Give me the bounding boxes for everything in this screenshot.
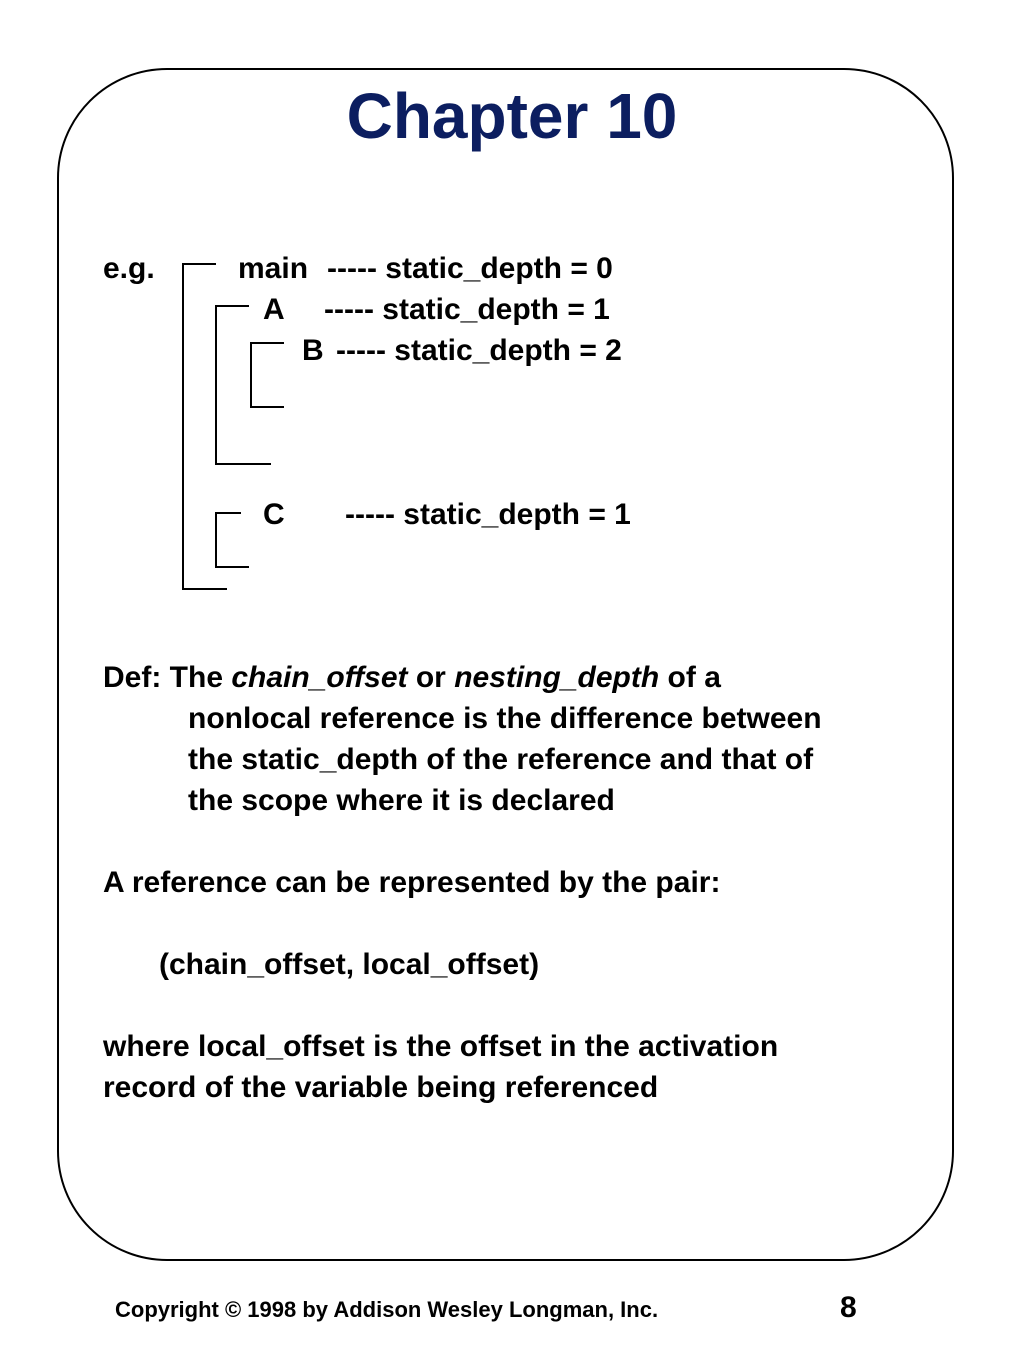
c-bracket-top: [215, 512, 241, 514]
c-depth: ----- static_depth = 1: [345, 498, 631, 531]
c-label: C: [263, 498, 285, 531]
definition-suffix: of a: [659, 661, 721, 694]
c-bracket-bottom: [215, 566, 249, 568]
definition-prefix: Def: The: [103, 661, 232, 694]
a-bracket-bottom: [215, 463, 271, 465]
definition-line-2: nonlocal reference is the difference between: [188, 702, 822, 735]
a-bracket-side: [215, 305, 217, 465]
example-label: e.g.: [103, 252, 155, 285]
pair-intro: A reference can be represented by the pair:: [103, 866, 721, 899]
page-number: 8: [840, 1291, 857, 1324]
main-bracket-top: [182, 263, 216, 265]
c-bracket-side: [215, 512, 217, 568]
a-label: A: [263, 293, 285, 326]
a-bracket-top: [215, 305, 249, 307]
slide-title: Chapter 10: [346, 80, 678, 152]
term-chain-offset: chain_offset: [231, 661, 408, 694]
where-line-2: record of the variable being referenced: [103, 1071, 659, 1104]
b-label: B: [302, 334, 324, 367]
b-bracket-bottom: [250, 406, 284, 408]
b-bracket-side: [250, 342, 252, 408]
pair-text: (chain_offset, local_offset): [159, 948, 540, 981]
definition-line-1: [103, 660, 721, 696]
main-bracket-side: [182, 263, 184, 590]
b-bracket-top: [250, 342, 284, 344]
b-depth: ----- static_depth = 2: [336, 334, 622, 367]
copyright-footer: Copyright © 1998 by Addison Wesley Longman, Inc.: [115, 1297, 659, 1322]
main-label: main: [238, 252, 309, 285]
where-line-1: where local_offset is the offset in the activation: [103, 1030, 779, 1063]
a-depth: ----- static_depth = 1: [324, 293, 610, 326]
term-nesting-depth: nesting_depth: [454, 661, 660, 694]
definition-line-3: the static_depth of the reference and that of: [188, 743, 814, 776]
definition-line-4: the scope where it is declared: [188, 784, 615, 817]
main-bracket-bottom: [182, 588, 227, 590]
main-depth: ----- static_depth = 0: [327, 252, 613, 285]
definition-or: or: [407, 661, 455, 694]
